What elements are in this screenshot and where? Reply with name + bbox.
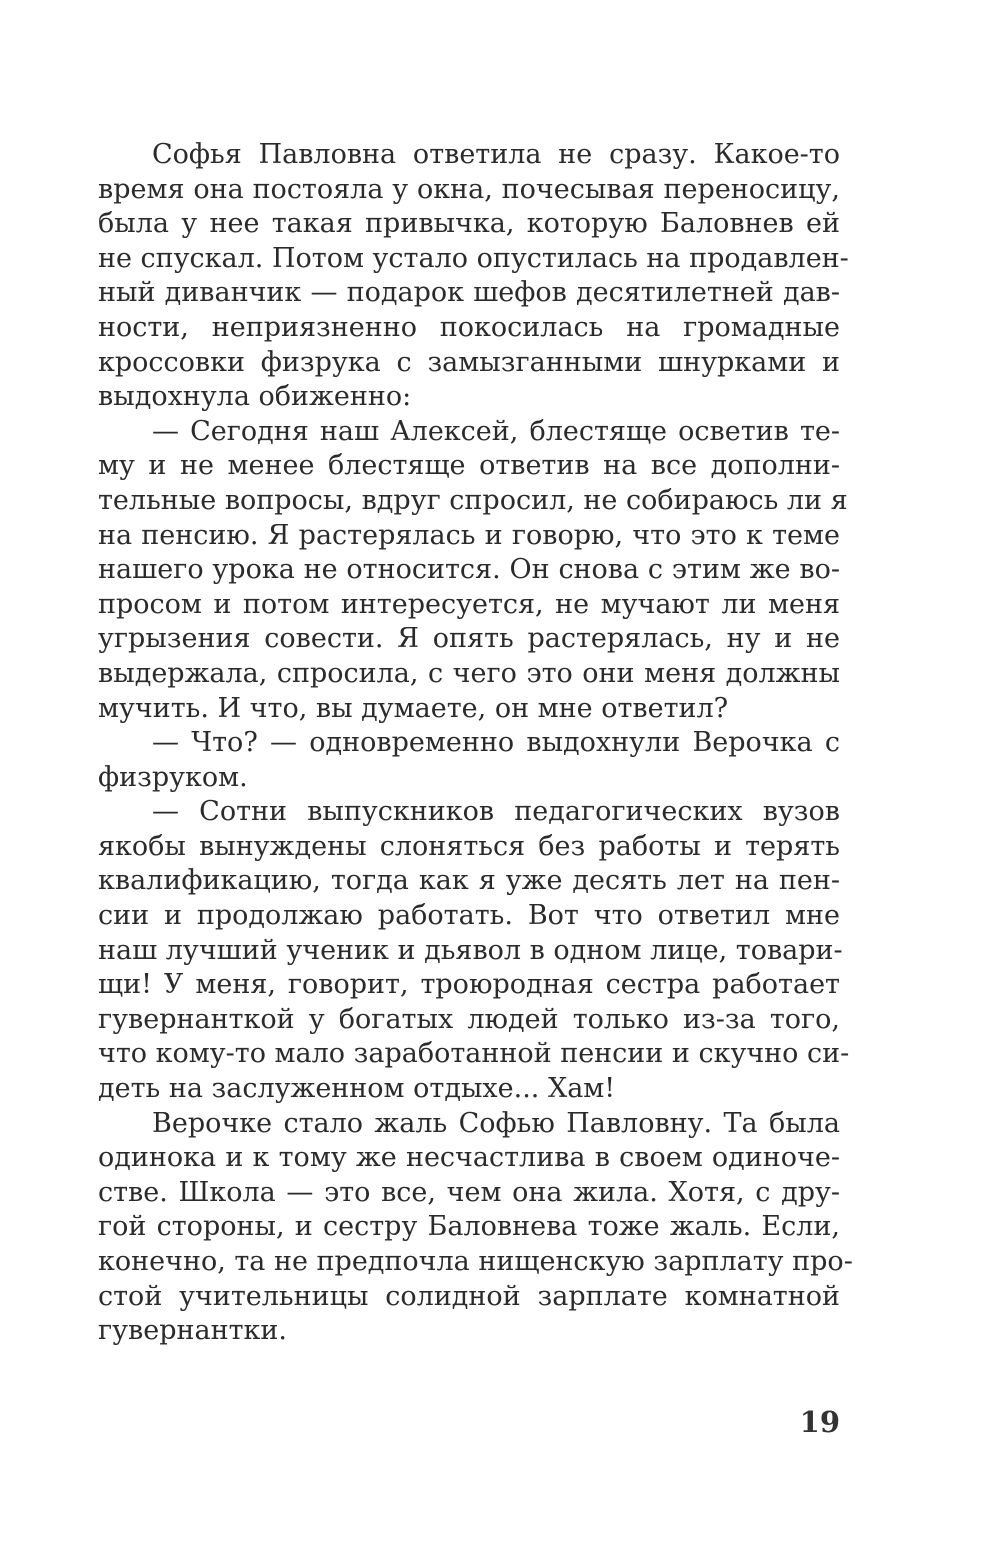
text-line: — Сегодня наш Алексей, блестяще осветив те- (152, 415, 840, 447)
text-line: выдохнула обиженно: (98, 381, 412, 413)
page-number: 19 (799, 1405, 840, 1439)
text-line: что кому-то мало заработанной пенсии и скучно си- (98, 1038, 850, 1070)
text-line: якобы вынуждены слоняться без работы и терять (98, 830, 840, 862)
text-line: физруком. (98, 761, 248, 793)
page-text (98, 138, 853, 1349)
text-line: просом и потом интересуется, не мучают ли меня (98, 588, 840, 620)
text-line: на пенсию. Я растерялась и говорю, что это к теме (98, 519, 840, 551)
text-line: не спускал. Потом устало опустилась на продавлен- (98, 242, 849, 274)
text-line: одинока и к тому же несчастлива в своем одиноче- (98, 1142, 840, 1174)
text-line: время она постояла у окна, почесывая переносицу, (98, 173, 840, 205)
text-line: му и не менее блестяще ответив на все дополни- (98, 450, 840, 482)
text-line: — Сотни выпускников педагогических вузов (152, 796, 840, 828)
text-line: гувернантки. (98, 1315, 287, 1347)
text-line: Верочке стало жаль Софью Павловну. Та была (152, 1107, 840, 1139)
text-line: гой стороны, и сестру Баловнева тоже жаль. Если, (98, 1211, 840, 1243)
text-line: щи! У меня, говорит, троюродная сестра работает (98, 969, 840, 1001)
text-line: ности, неприязненно покосилась на громадные (98, 311, 840, 343)
text-line: мучить. И что, вы думаете, он мне ответил? (98, 692, 729, 724)
text-line: Софья Павловна ответила не сразу. Какое-то (152, 139, 840, 170)
text-line: — Что? — одновременно выдохнули Верочка с (152, 727, 840, 759)
text-line: гувернанткой у богатых людей только из-за того, (98, 1003, 840, 1035)
text-line: стой учительницы солидной зарплате комнатной (98, 1280, 840, 1312)
text-line: сии и продолжаю работать. Вот что ответил мне (98, 900, 840, 932)
text-line: ный диванчик — подарок шефов десятилетней дав- (98, 277, 840, 309)
text-line: выдержала, спросила, с чего это они меня должны (98, 657, 840, 689)
text-line: тельные вопросы, вдруг спросил, не собираюсь ли я (98, 484, 848, 516)
text-line: деть на заслуженном отдыхе... Хам! (98, 1073, 616, 1105)
text-line: угрызения совести. Я опять растерялась, ну и не (98, 623, 840, 655)
text-line: наш лучший ученик и дьявол в одном лице, товари- (98, 934, 843, 966)
text-line: стве. Школа — это все, чем она жила. Хотя, с дру- (98, 1176, 840, 1208)
text-line: квалификацию, тогда как я уже десять лет на пен- (98, 865, 840, 897)
text-line: конечно, та не предпочла нищенскую зарплату про- (98, 1246, 853, 1277)
text-line: кроссовки физрука с замызганными шнурками и (98, 346, 840, 378)
text-line: была у нее такая привычка, которую Баловнев ей (98, 208, 840, 240)
text-line: нашего урока не относится. Он снова с этим же во- (98, 554, 840, 586)
